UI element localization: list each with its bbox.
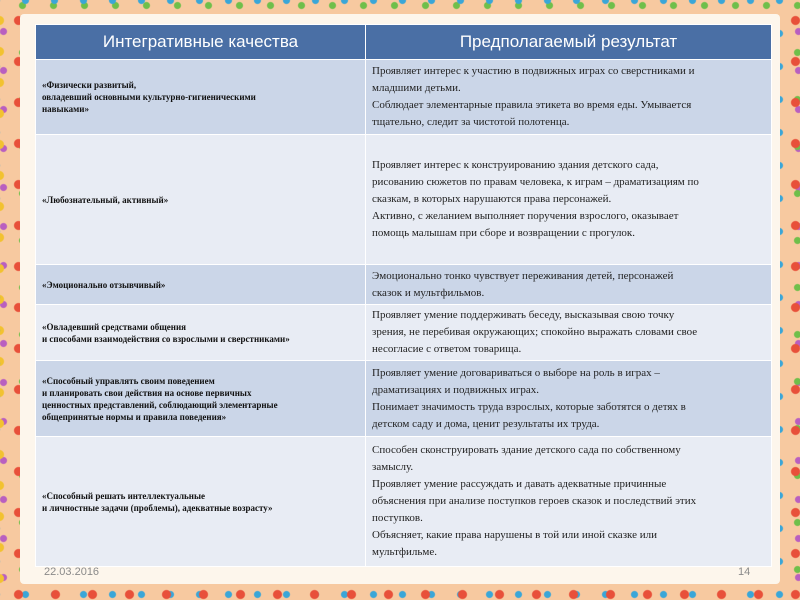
quality-cell: «Способный управлять своим поведением и планировать свои действия на основе первичных ценностных представлений, соблюдающий элементарные общепринятые нормы и правила поведения»	[36, 361, 366, 437]
slide-date: 22.03.2016	[44, 566, 100, 578]
header-row	[36, 25, 772, 60]
table-row	[36, 265, 772, 305]
table-row	[36, 361, 772, 437]
result-cell: Эмоционально тонко чувствует переживания детей, персонажей сказок и мультфильмов.	[366, 265, 772, 305]
table-row	[36, 135, 772, 265]
quality-cell: «Овладевший средствами общения и способами взаимодействия со взрослыми и сверстниками»	[36, 305, 366, 361]
quality-cell: «Физически развитый, овладевший основными культурно-гигиеническими навыками»	[36, 60, 366, 135]
result-cell: Способен сконструировать здание детского сада по собственному замыслу. Проявляет умение рассуждать и давать адекватные причинные объяснения при анализе поступков героев сказок и последствий этих поступков. Объясняет, какие права нарушены в той или иной сказке или мультфильме.	[366, 437, 772, 567]
result-cell: Проявляет умение поддерживать беседу, высказывая свою точку зрения, не перебивая окружающих; спокойно выражать словами свое несогласие с ответом товарища.	[366, 305, 772, 361]
header-result: Предполагаемый результат	[366, 25, 772, 60]
qualities-table	[35, 24, 772, 567]
table-row	[36, 437, 772, 567]
table-row	[36, 305, 772, 361]
header-qualities: Интегративные качества	[36, 25, 366, 60]
result-cell: Проявляет умение договариваться о выборе на роль в играх – драматизациях и подвижных играх. Понимает значимость труда взрослых, которые заботятся о детях в детском саду и дома, ценит результаты их труда.	[366, 361, 772, 437]
result-cell: Проявляет интерес к участию в подвижных играх со сверстниками и младшими детьми. Соблюдает элементарные правила этикета во время еды. Умывается тщательно, следит за чистотой полотенца.	[366, 60, 772, 135]
slide-number: 14	[738, 566, 751, 578]
table-row	[36, 60, 772, 135]
quality-cell: «Эмоционально отзывчивый»	[36, 265, 366, 305]
result-cell: Проявляет интерес к конструированию здания детского сада, рисованию сюжетов по правам человека, к играм – драматизациям по сказкам, в которых нарушаются права персонажей. Активно, с желанием выполняет поручения взрослого, оказывает помощь малышам при сборе и возвращении с прогулок.	[366, 135, 772, 265]
quality-cell: «Способный решать интеллектуальные и личностные задачи (проблемы), адекватные возрасту»	[36, 437, 366, 567]
quality-cell: «Любознательный, активный»	[36, 135, 366, 265]
